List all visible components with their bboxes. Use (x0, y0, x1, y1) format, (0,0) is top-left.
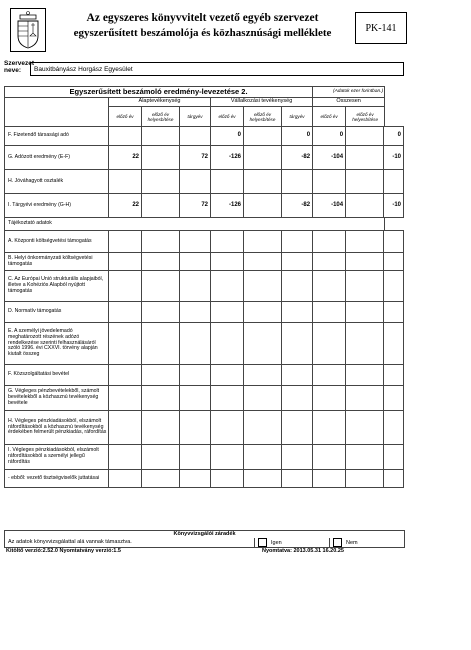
value-cell[interactable] (346, 411, 384, 445)
value-cell[interactable] (142, 271, 180, 302)
value-cell[interactable] (142, 386, 180, 411)
table-title: Egyszerűsített beszámoló eredmény-levezetése 2. (5, 87, 313, 98)
value-cell[interactable]: -82 (282, 194, 313, 218)
org-label-line2: neve: (4, 67, 21, 74)
value-cell[interactable]: -82 (282, 146, 313, 170)
value-cell[interactable] (313, 231, 346, 253)
table-row (5, 411, 404, 445)
value-cell[interactable] (244, 127, 282, 146)
value-cell[interactable] (313, 253, 346, 271)
subcol-header: előző év (109, 107, 142, 127)
table-row (5, 470, 404, 488)
value-cell[interactable]: -126 (211, 146, 244, 170)
coat-of-arms-icon (10, 8, 46, 52)
table-row (5, 146, 404, 170)
value-cell[interactable]: 0 (282, 127, 313, 146)
value-cell[interactable] (142, 470, 180, 488)
value-cell[interactable]: 0 (384, 127, 404, 146)
value-cell[interactable] (313, 170, 346, 194)
value-cell[interactable] (142, 170, 180, 194)
value-cell[interactable]: -10 (384, 146, 404, 170)
value-cell[interactable] (244, 170, 282, 194)
value-cell[interactable] (109, 271, 142, 302)
footer-printed: Nyomtatva: 2013.05.31 16.20.25 (262, 548, 344, 554)
table-row (5, 365, 404, 386)
value-cell[interactable] (109, 365, 142, 386)
value-cell[interactable] (384, 323, 404, 365)
audit-no-option[interactable] (330, 538, 405, 548)
value-cell[interactable] (346, 146, 384, 170)
value-cell[interactable] (244, 323, 282, 365)
value-cell[interactable] (384, 445, 404, 470)
value-cell[interactable] (244, 445, 282, 470)
value-cell[interactable] (282, 271, 313, 302)
row-label: I. Tárgyévi eredmény (G-H) (5, 194, 109, 218)
value-cell[interactable]: 22 (109, 146, 142, 170)
table-row (5, 170, 404, 194)
row-label: H. Végleges pénzkiadásokból, elszámolt ráfordításokból a közhasznú tevékenység érdekében felmerült pénzkiadás, ráfordítás (5, 411, 109, 445)
form-code: PK-141 (355, 12, 407, 44)
value-cell[interactable]: 0 (211, 127, 244, 146)
table-row (5, 302, 404, 323)
form-title-line1: Az egyszeres könyvvitelt vezető egyéb szervezet (86, 12, 319, 24)
value-cell[interactable] (346, 170, 384, 194)
value-cell[interactable] (346, 253, 384, 271)
value-cell[interactable] (211, 411, 244, 445)
value-cell[interactable] (142, 302, 180, 323)
table-row (5, 271, 404, 302)
value-cell[interactable] (282, 445, 313, 470)
value-cell[interactable] (346, 445, 384, 470)
value-cell[interactable] (180, 231, 211, 253)
row-label: G. Adózott eredmény (E-F) (5, 146, 109, 170)
audit-title: Könyvvizsgálói záradék (5, 531, 405, 538)
value-cell[interactable] (282, 470, 313, 488)
value-cell[interactable] (142, 411, 180, 445)
yes-label: Igen (271, 539, 282, 546)
table-row (5, 194, 404, 218)
value-cell[interactable] (211, 386, 244, 411)
value-cell[interactable] (180, 302, 211, 323)
value-cell[interactable] (180, 470, 211, 488)
table-row (5, 231, 404, 253)
value-cell[interactable] (282, 386, 313, 411)
value-cell[interactable] (313, 445, 346, 470)
value-cell[interactable] (109, 231, 142, 253)
value-cell[interactable] (142, 365, 180, 386)
value-cell[interactable] (109, 302, 142, 323)
value-cell[interactable] (313, 470, 346, 488)
value-cell[interactable] (180, 445, 211, 470)
value-cell[interactable] (142, 194, 180, 218)
value-cell[interactable] (180, 271, 211, 302)
value-cell[interactable] (384, 386, 404, 411)
value-cell[interactable] (180, 170, 211, 194)
value-cell[interactable]: 72 (180, 146, 211, 170)
unit-note: (Adatok ezer forintban.) (313, 87, 385, 98)
section-label: Tájékoztató adatok (5, 218, 385, 231)
label-header-cell (5, 98, 109, 127)
table-row (5, 253, 404, 271)
value-cell[interactable] (180, 323, 211, 365)
footer-version: Kitöltő verzió:2.52.0 Nyomtatvány verzió:1.5 (6, 548, 121, 554)
value-cell[interactable] (244, 386, 282, 411)
value-cell[interactable] (109, 445, 142, 470)
value-cell[interactable] (211, 445, 244, 470)
value-cell[interactable] (244, 194, 282, 218)
table-row (5, 127, 404, 146)
value-cell[interactable] (282, 170, 313, 194)
value-cell[interactable] (313, 271, 346, 302)
table-row (5, 445, 404, 470)
audit-table (4, 530, 405, 548)
value-cell[interactable] (282, 302, 313, 323)
row-label: A. Központi költségvetési támogatás (5, 231, 109, 253)
value-cell[interactable] (313, 386, 346, 411)
yes-checkbox[interactable] (258, 538, 267, 547)
value-cell[interactable] (180, 253, 211, 271)
value-cell[interactable] (142, 146, 180, 170)
value-cell[interactable] (180, 365, 211, 386)
value-cell[interactable] (346, 323, 384, 365)
value-cell[interactable] (109, 323, 142, 365)
value-cell[interactable] (109, 170, 142, 194)
value-cell[interactable] (282, 253, 313, 271)
value-cell[interactable] (244, 253, 282, 271)
value-cell[interactable] (282, 365, 313, 386)
value-cell[interactable] (180, 411, 211, 445)
value-cell[interactable] (244, 146, 282, 170)
subcol-header: előző év (211, 107, 244, 127)
subcol-header: előző év helyesbítése (244, 107, 282, 127)
org-name-field[interactable]: Bauxitbányász Horgász Egyesület (30, 62, 404, 76)
result-table (4, 86, 404, 488)
value-cell[interactable] (346, 470, 384, 488)
value-cell[interactable] (142, 445, 180, 470)
value-cell[interactable] (142, 127, 180, 146)
subcol-header: előző év helyesbítése (346, 107, 385, 127)
value-cell[interactable] (211, 323, 244, 365)
value-cell[interactable] (384, 231, 404, 253)
value-cell[interactable] (244, 411, 282, 445)
value-cell[interactable] (346, 127, 384, 146)
value-cell[interactable]: -126 (211, 194, 244, 218)
value-cell[interactable] (109, 411, 142, 445)
value-cell[interactable] (313, 323, 346, 365)
value-cell[interactable]: -104 (313, 146, 346, 170)
subcol-header: tárgyév (282, 107, 313, 127)
value-cell[interactable]: 0 (313, 127, 346, 146)
value-cell[interactable] (244, 302, 282, 323)
form-title-line2: egyszerűsített beszámolója és közhasznúsági melléklete (73, 27, 332, 39)
value-cell[interactable] (313, 302, 346, 323)
value-cell[interactable] (282, 323, 313, 365)
group-header: Vállalkozási tevékenység (211, 98, 313, 107)
value-cell[interactable] (384, 253, 404, 271)
audit-question: Az adatok könyvvizsgálattal alá vannak támasztva. (5, 538, 255, 548)
value-cell[interactable]: -104 (313, 194, 346, 218)
value-cell[interactable] (142, 253, 180, 271)
value-cell[interactable] (142, 231, 180, 253)
value-cell[interactable]: 72 (180, 194, 211, 218)
table-row (5, 323, 404, 365)
value-cell[interactable] (313, 365, 346, 386)
value-cell[interactable] (244, 470, 282, 488)
value-cell[interactable] (346, 231, 384, 253)
value-cell[interactable] (244, 231, 282, 253)
value-cell[interactable] (384, 411, 404, 445)
value-cell[interactable] (142, 323, 180, 365)
value-cell[interactable]: -10 (384, 194, 404, 218)
value-cell[interactable] (244, 365, 282, 386)
subcol-header: tárgyév (180, 107, 211, 127)
value-cell[interactable] (313, 411, 346, 445)
row-label: I. Végleges pénzkiadásokból, elszámolt ráfordításokból a személyi jellegű ráfordítás (5, 445, 109, 470)
value-cell[interactable] (109, 127, 142, 146)
value-cell[interactable] (109, 386, 142, 411)
row-label: B. Helyi önkormányzati költségvetési támogatás (5, 253, 109, 271)
row-label: F. Fizetendő társasági adó (5, 127, 109, 146)
row-label: H. Jóváhagyott osztalék (5, 170, 109, 194)
value-cell[interactable] (282, 231, 313, 253)
row-label: F. Közszolgáltatási bevétel (5, 365, 109, 386)
value-cell[interactable] (211, 170, 244, 194)
section-row (5, 218, 404, 231)
value-cell[interactable] (109, 470, 142, 488)
value-cell[interactable] (346, 271, 384, 302)
value-cell[interactable] (346, 365, 384, 386)
table-row (5, 386, 404, 411)
subcol-header: előző év (313, 107, 346, 127)
value-cell[interactable] (346, 194, 384, 218)
value-cell[interactable] (346, 302, 384, 323)
value-cell[interactable] (384, 271, 404, 302)
group-header: Alaptevékenység (109, 98, 211, 107)
value-cell[interactable] (211, 231, 244, 253)
value-cell[interactable] (211, 302, 244, 323)
value-cell[interactable] (211, 271, 244, 302)
no-label: Nem (346, 539, 358, 546)
value-cell[interactable] (346, 386, 384, 411)
group-header: Összesen (313, 98, 385, 107)
value-cell[interactable] (384, 170, 404, 194)
row-label: E. A személyi jövedelemadó meghatározott részének adózó rendelkezése szerinti felhasználásáról szóló 1996. évi CXXVI. törvény alapján kiutalt összeg (5, 323, 109, 365)
row-label: G. Végleges pénzbevételekből, számolt bevételekből a közhasznú tevékenység bevétele (5, 386, 109, 411)
value-cell[interactable] (384, 302, 404, 323)
value-cell[interactable] (282, 411, 313, 445)
no-checkbox[interactable] (333, 538, 342, 547)
value-cell[interactable] (211, 365, 244, 386)
value-cell[interactable] (244, 271, 282, 302)
value-cell[interactable]: 22 (109, 194, 142, 218)
value-cell[interactable] (384, 470, 404, 488)
value-cell[interactable] (384, 365, 404, 386)
org-label-line1: Szervezet (4, 60, 34, 67)
value-cell[interactable] (180, 386, 211, 411)
value-cell[interactable] (211, 470, 244, 488)
row-label: C. Az Európai Unió strukturális alapjaiból, illetve a Kohéziós Alapból nyújtott támogatás (5, 271, 109, 302)
row-label: D. Normatív támogatás (5, 302, 109, 323)
value-cell[interactable] (109, 253, 142, 271)
subcol-header: előző év helyesbítése (142, 107, 180, 127)
audit-yes-option[interactable] (255, 538, 330, 548)
row-label: - ebből: vezető tisztségviselők juttatásai (5, 470, 109, 488)
value-cell[interactable] (180, 127, 211, 146)
value-cell[interactable] (211, 253, 244, 271)
